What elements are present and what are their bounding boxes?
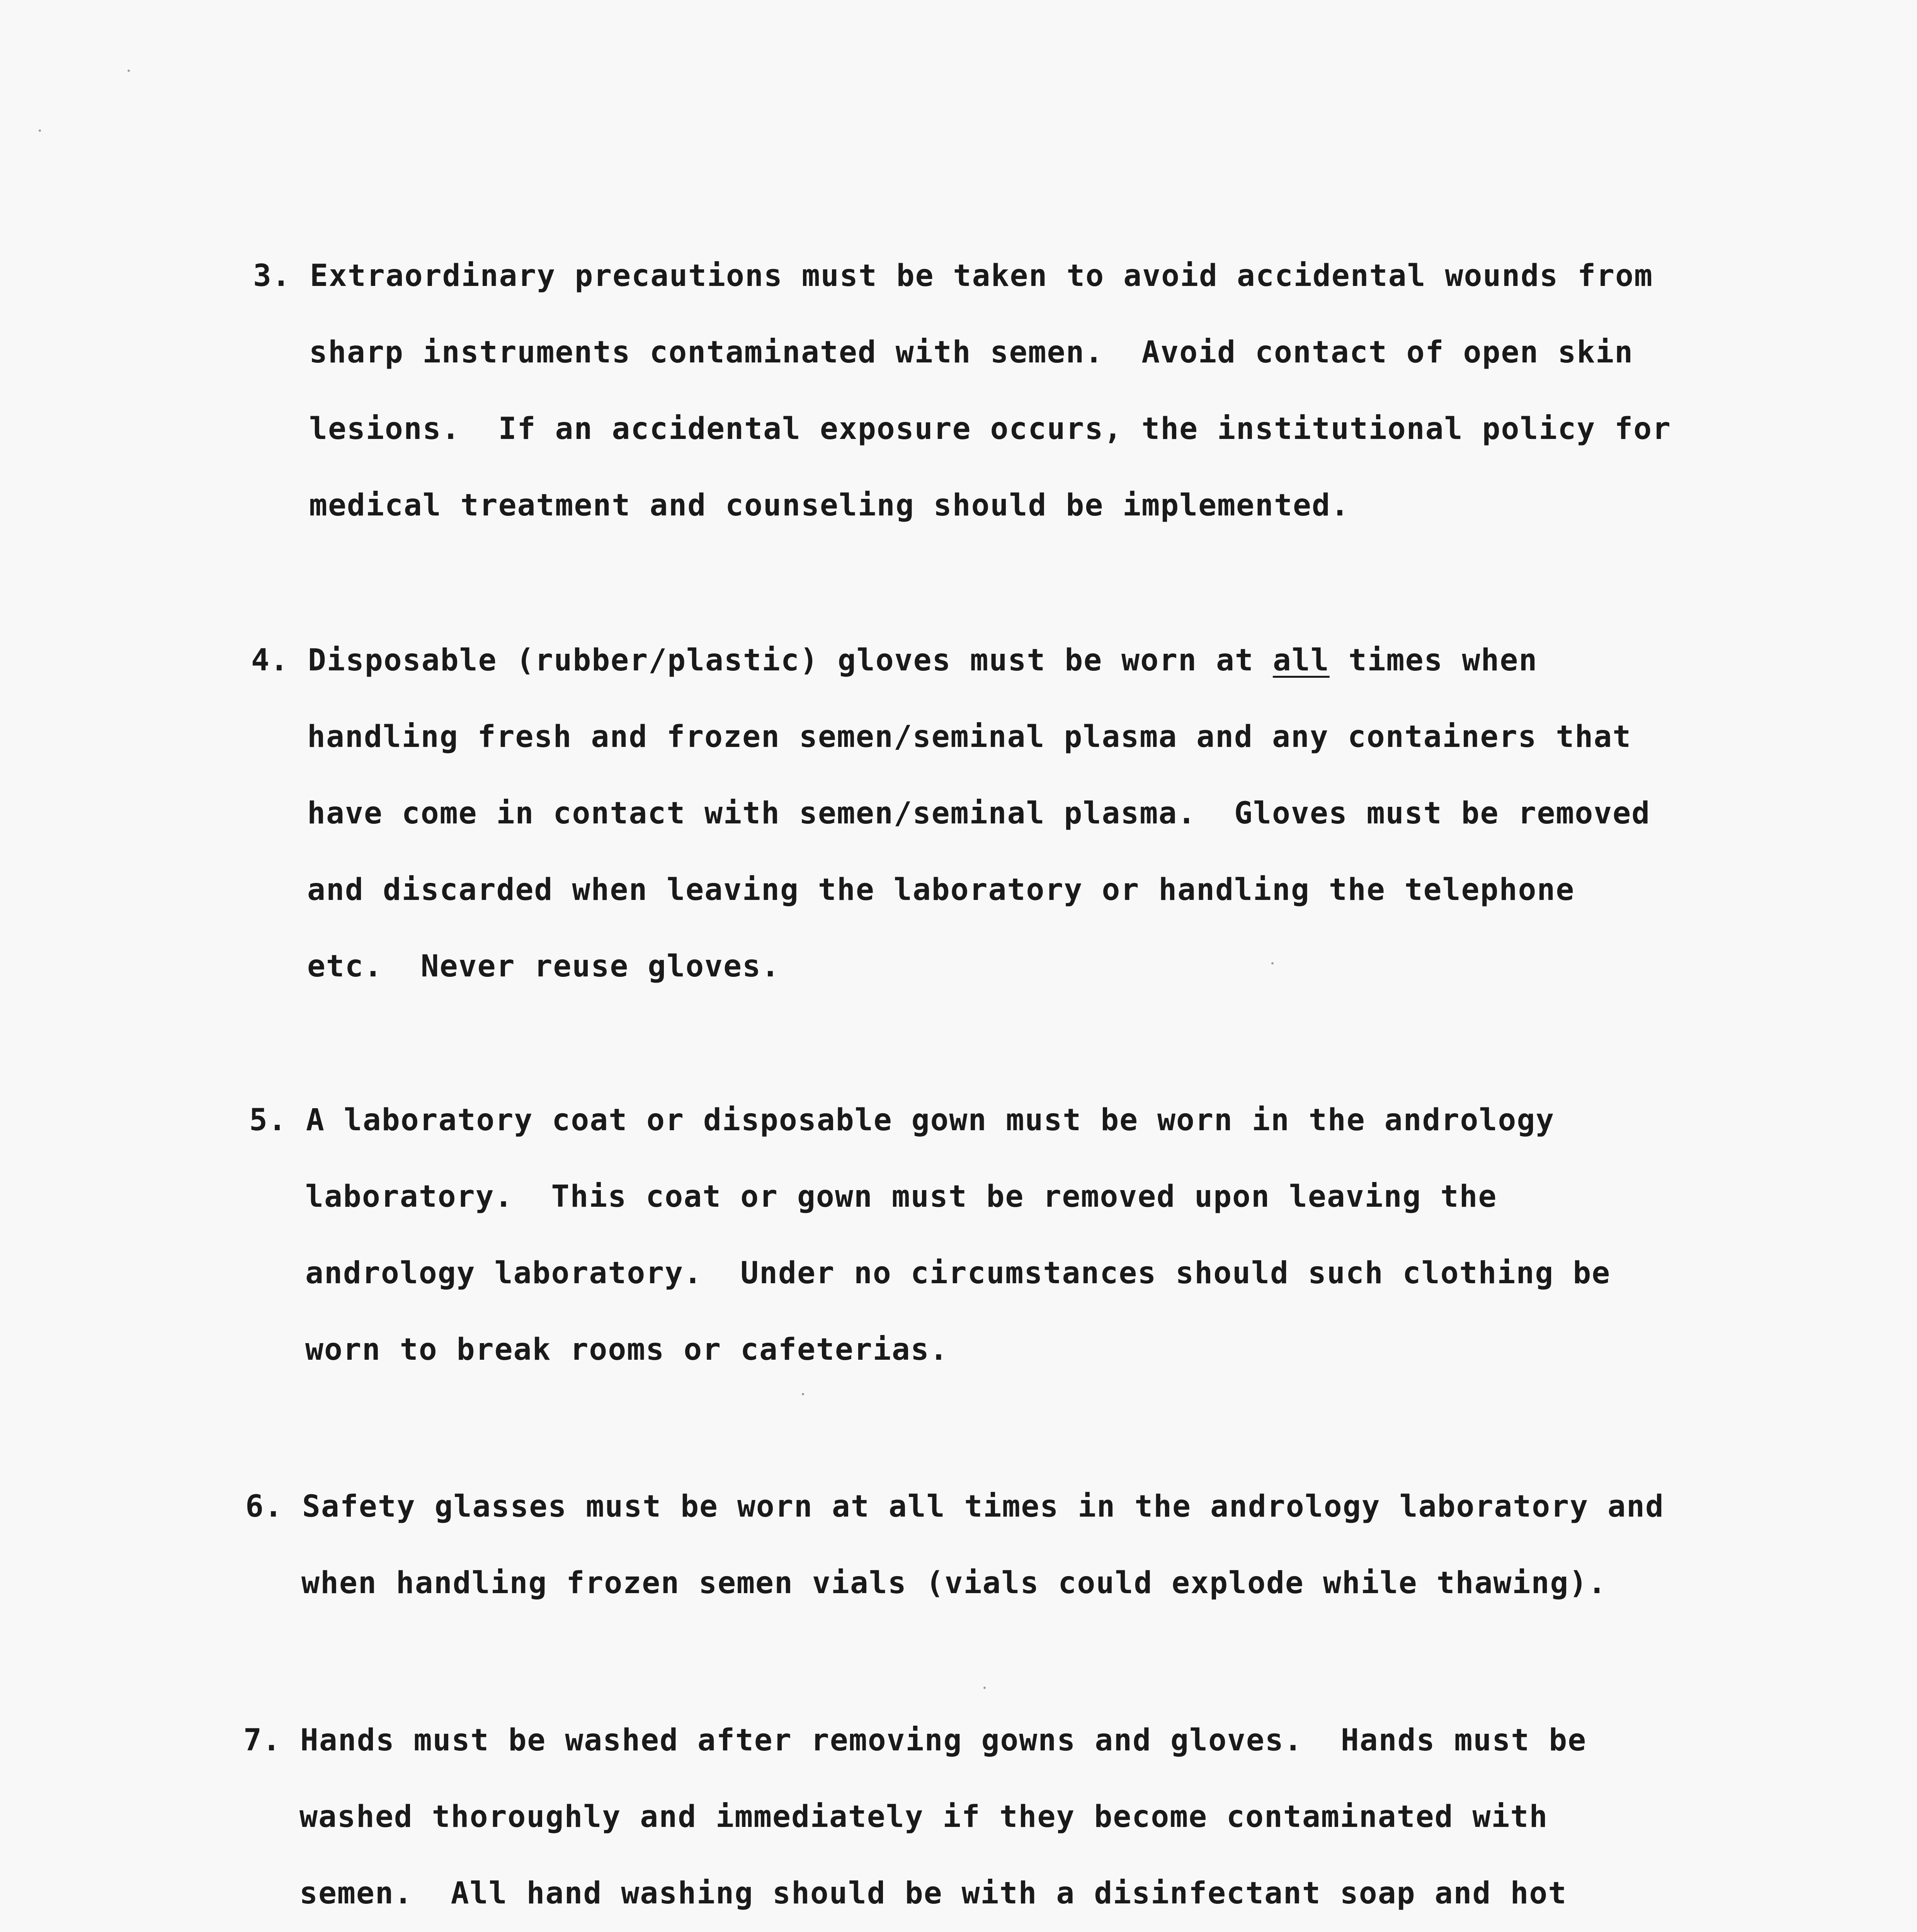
- item-text-line: andrology laboratory. Under no circumstances should such clothing be: [305, 1256, 1611, 1291]
- list-item-5: [249, 1082, 1611, 1388]
- item-text-line: Extraordinary precautions must be taken to avoid accidental wounds from: [310, 259, 1653, 293]
- scan-speck: [1271, 962, 1274, 964]
- item-text-line: A laboratory coat or disposable gown must be worn in the andrology: [306, 1103, 1555, 1138]
- item-text-line: times when: [1329, 643, 1538, 678]
- scan-speck: [128, 70, 130, 72]
- item-number: 7.: [243, 1723, 281, 1758]
- item-text-line: lesions. If an accidental exposure occurs, the institutional policy for: [309, 412, 1672, 446]
- item-number: 4.: [251, 643, 289, 678]
- item-text-line: washed thoroughly and immediately if they become contaminated with: [299, 1799, 1548, 1834]
- scan-speck: [802, 1393, 804, 1395]
- item-text-line: semen. All hand washing should be with a disinfectant soap and hot: [299, 1876, 1567, 1911]
- scan-speck: [983, 1687, 986, 1689]
- item-text-line: Hands must be washed after removing gowns and gloves. Hands must be: [300, 1723, 1587, 1758]
- list-item-6: [245, 1468, 1664, 1621]
- underlined-word: all: [1272, 643, 1330, 678]
- list-item-4: [251, 622, 1650, 1005]
- item-text-line: handling fresh and frozen semen/seminal plasma and any containers that: [307, 719, 1632, 754]
- item-number: 6.: [245, 1489, 283, 1524]
- list-item-7: [243, 1702, 1587, 1932]
- item-text-line: Disposable (rubber/plastic) gloves must be worn at: [308, 643, 1273, 678]
- item-text-line: laboratory. This coat or gown must be removed upon leaving the: [305, 1179, 1497, 1214]
- item-text-line: etc. Never reuse gloves.: [307, 949, 780, 984]
- item-text-line: Safety glasses must be worn at all times in the andrology laboratory and: [302, 1489, 1665, 1524]
- list-item-3: [253, 238, 1671, 544]
- item-number: 3.: [253, 259, 291, 293]
- scan-speck: [39, 129, 41, 132]
- item-text-line: worn to break rooms or cafeterias.: [305, 1332, 949, 1367]
- item-number: 5.: [249, 1103, 287, 1138]
- item-text-line: and discarded when leaving the laboratory or handling the telephone: [307, 872, 1575, 907]
- item-text-line: have come in contact with semen/seminal plasma. Gloves must be removed: [307, 796, 1651, 831]
- item-text-line: medical treatment and counseling should be implemented.: [309, 488, 1350, 523]
- item-text-line: sharp instruments contaminated with semen. Avoid contact of open skin: [309, 335, 1634, 370]
- item-text-line: when handling frozen semen vials (vials could explode while thawing).: [301, 1566, 1607, 1600]
